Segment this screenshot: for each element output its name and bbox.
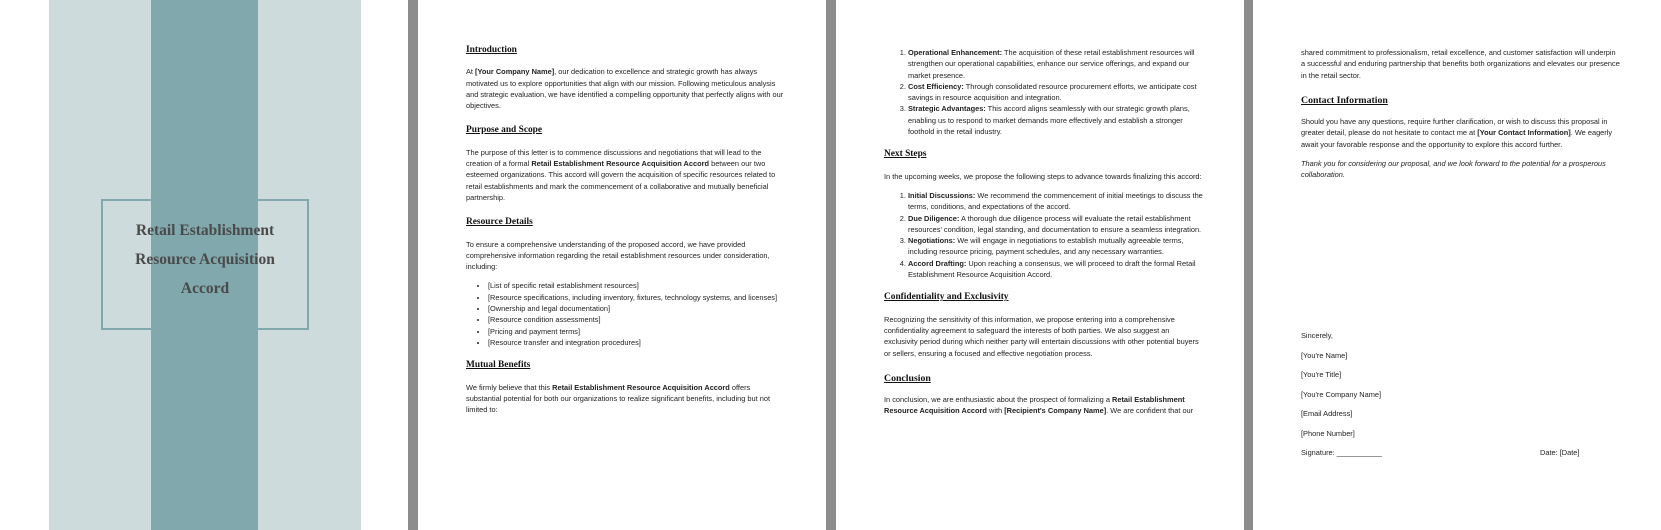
next-steps-heading: Next Steps <box>884 149 927 160</box>
list-item: • [Resource transfer and integration procedures] <box>488 337 786 348</box>
confidentiality-heading: Confidentiality and Exclusivity <box>884 292 1009 303</box>
document-page-2 <box>418 0 826 530</box>
cover-title-line-3: Accord <box>180 280 230 297</box>
purpose-paragraph: The purpose of this letter is to commence discussions and negotiations that will lead to the creation of a formal Retail Establishment Resource Acquisition Accord between our two esteemed organizations. This accord will govern the acquisition of specific resources related to retail establishments and mark the commencement of a collaborative and mutually beneficial partnership. <box>466 147 776 202</box>
list-item: 2. Cost Efficiency: Through consolidated resource procurement efforts, we anticipate cost savings in resource acquisition and integration. <box>908 81 1204 104</box>
introduction-paragraph: At [Your Company Name], our dedication to excellence and strategic growth has always motivated us to explore opportunities that align with our mission. Following meticulous analysis and strategic evaluation, we have identified a compelling opportunity that perfectly aligns with our objectives. <box>466 67 784 111</box>
document-page-3 <box>836 0 1244 530</box>
list-item: 1. Initial Discussions: We recommend the commencement of initial meetings to discuss the terms, conditions, and expectations of the accord. <box>908 190 1204 213</box>
signature-line: Signature: ___________ <box>1301 448 1382 457</box>
signoff-title: [You're Title] <box>1301 370 1342 379</box>
cover-title-line-2: Resource Acquisition <box>135 251 275 268</box>
mutual-benefits-paragraph: We firmly believe that this Retail Establishment Resource Acquisition Accord offers substantial potential for both our organizations to realize significant benefits, including but not limited to: <box>466 382 771 415</box>
date-line: Date: [Date] <box>1540 448 1580 457</box>
signoff-company: [You're Company Name] <box>1301 390 1382 399</box>
list-item: 3. Strategic Advantages: This accord aligns seamlessly with our strategic growth plans, enabling us to respond to market demands more effectively and establish a stronger foothold in the retail industry. <box>908 103 1204 137</box>
signoff-name: [You're Name] <box>1301 351 1348 360</box>
page-3-content <box>884 47 1204 425</box>
list-item: • [Resource specifications, including inventory, fixtures, technology systems, and licenses] <box>488 292 786 303</box>
signoff-email: [Email Address] <box>1301 409 1353 418</box>
document-page-4 <box>1253 0 1661 530</box>
next-steps-intro: In the upcoming weeks, we propose the following steps to advance towards finalizing this accord: <box>884 171 1202 181</box>
resource-details-heading: Resource Details <box>466 217 533 228</box>
list-item: 3. Negotiations: We will engage in negotiations to establish mutually agreeable terms, including resource pricing, payment schedules, and any necessary warranties. <box>908 235 1204 258</box>
list-item: • [Resource condition assessments] <box>488 314 786 325</box>
contact-heading: Contact Information <box>1301 94 1388 106</box>
page-2-content <box>466 45 786 423</box>
purpose-heading: Purpose and Scope <box>466 125 543 136</box>
signoff-sincerely: Sincerely, <box>1301 331 1333 340</box>
page-4-content <box>1301 47 1621 189</box>
resource-details-intro: To ensure a comprehensive understanding of the proposed accord, we have provided comprehensive information regarding the retail establishment resources under consideration, including: <box>466 239 770 272</box>
list-item: • [Pricing and payment terms] <box>488 326 786 337</box>
list-item: 2. Due Diligence: A thorough due diligence process will evaluate the retail establishment resources' condition, legal standing, and documentation to ensure a seamless integration. <box>908 213 1204 236</box>
list-item: • [Ownership and legal documentation] <box>488 303 786 314</box>
cover-title <box>101 216 309 303</box>
conclusion-continuation: shared commitment to professionalism, retail excellence, and customer satisfaction will underpin a successful and enduring partnership that benefits both organizations and elevates our presence in the retail sector. <box>1301 48 1620 80</box>
cover-title-line-1: Retail Establishment <box>135 222 275 239</box>
resource-details-list <box>466 280 786 348</box>
introduction-heading: Introduction <box>466 45 517 55</box>
conclusion-heading: Conclusion <box>884 372 931 384</box>
conclusion-paragraph: In conclusion, we are enthusiastic about the prospect of formalizing a Retail Establishment Resource Acquisition Accord with [Recipient's Company Name]. We are confident that our <box>884 395 1194 416</box>
list-item: 4. Accord Drafting: Upon reaching a consensus, we will proceed to draft the formal Retail Establishment Resource Acquisition Accord. <box>908 258 1204 281</box>
thanks-paragraph: Thank you for considering our proposal, and we look forward to the potential for a prosperous collaboration. <box>1301 159 1606 180</box>
cover-page <box>0 0 408 530</box>
list-item: 1. Operational Enhancement: The acquisition of these retail establishment resources will strengthen our operational capabilities, enhance our service offerings, and expand our market presence. <box>908 47 1204 81</box>
mutual-benefits-heading: Mutual Benefits <box>466 360 531 371</box>
benefits-list <box>884 47 1204 137</box>
confidentiality-paragraph: Recognizing the sensitivity of this information, we propose entering into a comprehensive confidentiality agreement to safeguard the interests of both parties. We also suggest an exclusivity period during which neither party will entertain discussions with other potential buyers or sellers, ensuring a focused and effective negotiation process. <box>884 314 1199 358</box>
list-item: • [List of specific retail establishment resources] <box>488 280 786 291</box>
signoff-phone: [Phone Number] <box>1301 429 1355 438</box>
contact-paragraph: Should you have any questions, require further clarification, or wish to discuss this proposal in greater detail, please do not hesitate to contact me at [Your Contact Information]. We eagerly await your favorable response and the opportunity to explore this accord further. <box>1301 117 1613 149</box>
next-steps-list <box>884 190 1204 280</box>
